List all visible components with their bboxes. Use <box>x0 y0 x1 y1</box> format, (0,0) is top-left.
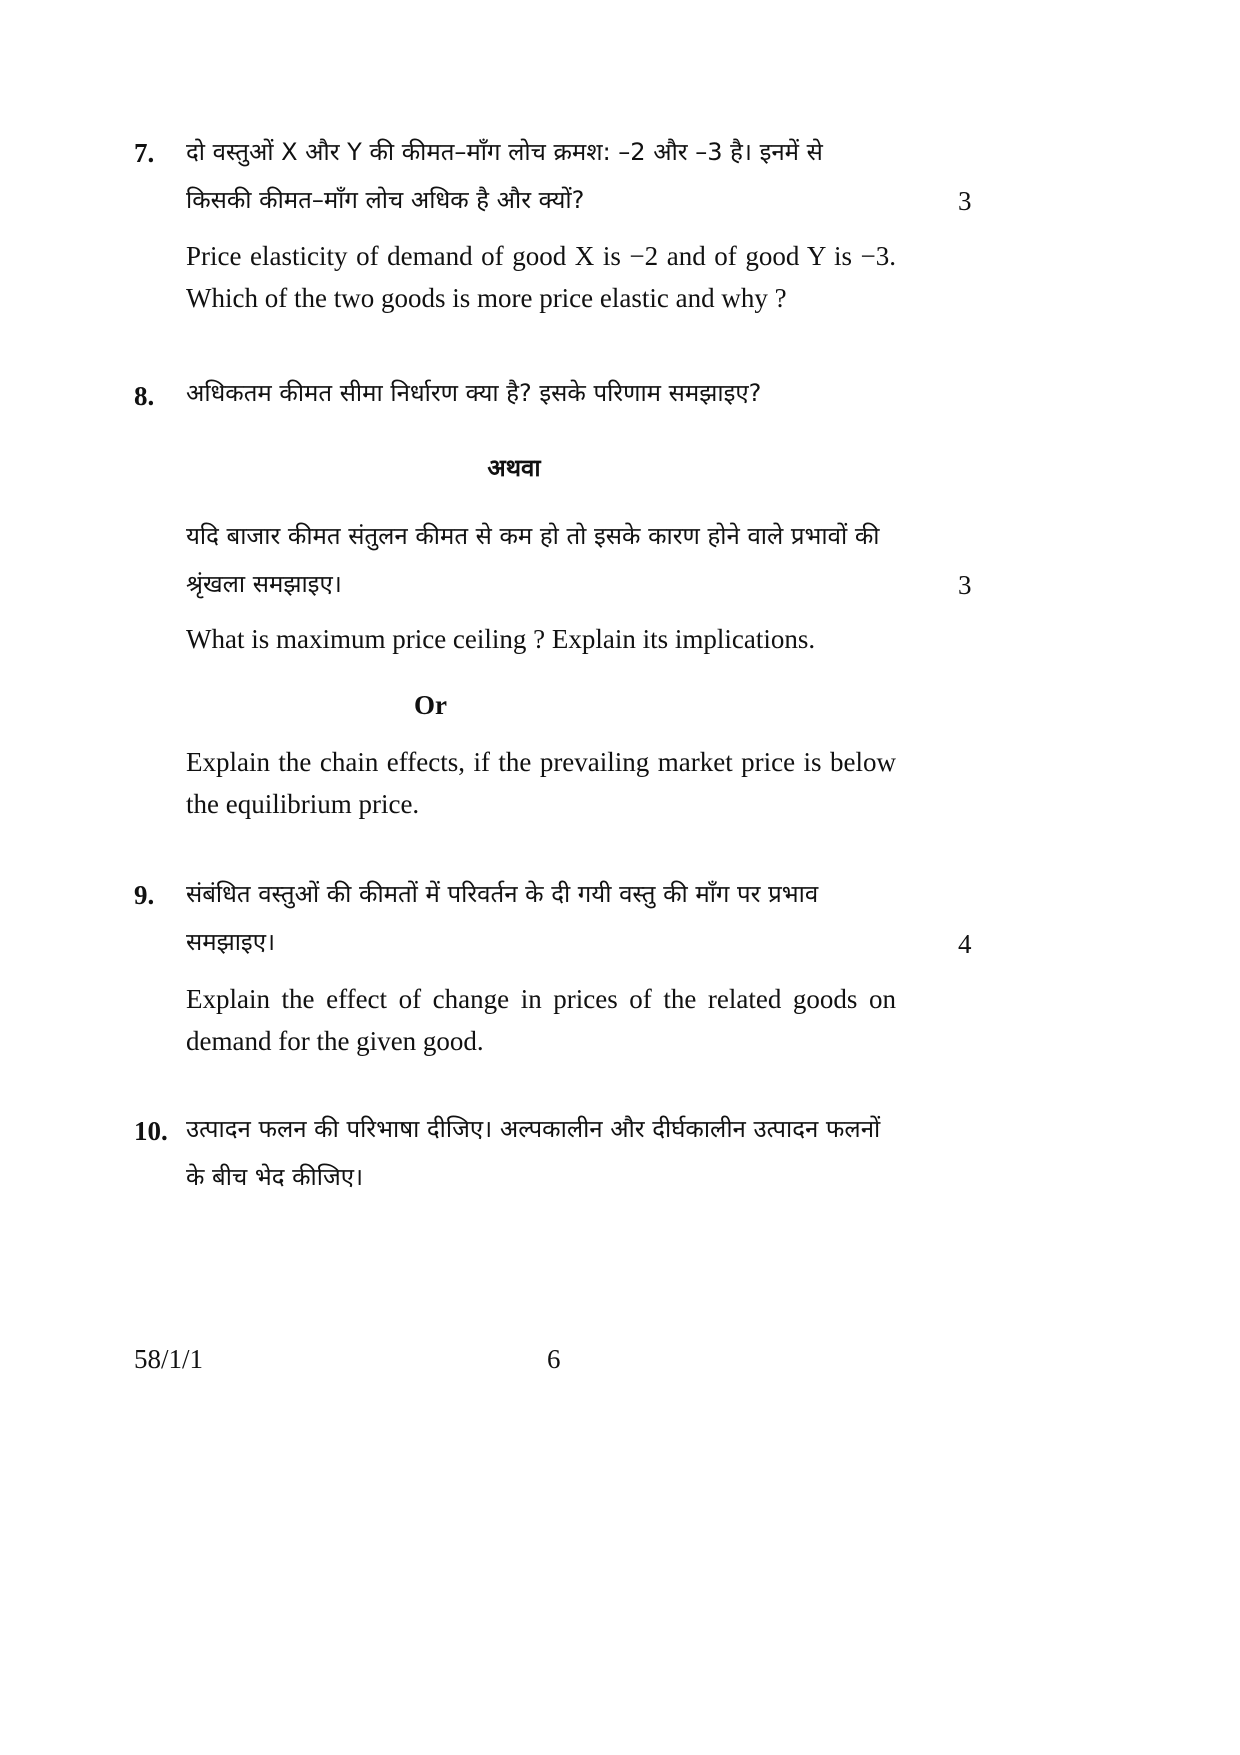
question-8-english: What is maximum price ceiling ? Explain its implications. <box>186 624 816 654</box>
question-8-marks: 3 <box>958 570 972 600</box>
question-9-english: Explain the effect of change in prices of the related goods on demand for the given good. <box>186 984 896 1056</box>
question-8-hindi-alt-line-1: यदि बाजार कीमत संतुलन कीमत से कम हो तो इसके कारण होने वाले प्रभावों की <box>186 522 880 550</box>
question-8-or-english: Or <box>414 690 447 720</box>
question-9-number: 9. <box>134 880 155 910</box>
question-7-hindi-line-1: दो वस्तुओं X और Y की कीमत–माँग लोच क्रमश: –2 और –3 है। इनमें से <box>186 138 823 166</box>
question-8-english-alt: Explain the chain effects, if the prevailing market price is below the equilibrium price. <box>186 747 896 819</box>
question-7-number: 7. <box>134 138 155 168</box>
question-7-marks: 3 <box>958 186 972 216</box>
question-9-marks: 4 <box>958 929 972 959</box>
question-10-hindi-line-2: के बीच भेद कीजिए। <box>186 1163 364 1191</box>
page-number: 6 <box>547 1344 561 1374</box>
question-8-number: 8. <box>134 381 155 411</box>
paper-code: 58/1/1 <box>134 1344 204 1374</box>
question-7-english: Price elasticity of demand of good X is −2 and of good Y is −3. Which of the two goods is more price elastic and why ? <box>186 241 896 313</box>
question-10-number: 10. <box>134 1116 168 1146</box>
question-10-hindi-line-1: उत्पादन फलन की परिभाषा दीजिए। अल्पकालीन और दीर्घकालीन उत्पादन फलनों <box>186 1115 881 1143</box>
question-9-hindi-line-1: संबंधित वस्तुओं की कीमतों में परिवर्तन के दी गयी वस्तु की माँग पर प्रभाव <box>186 880 819 908</box>
question-8-hindi: अधिकतम कीमत सीमा निर्धारण क्या है? इसके परिणाम समझाइए? <box>186 379 762 407</box>
question-7-hindi-line-2: किसकी कीमत–माँग लोच अधिक है और क्यों? <box>186 186 585 214</box>
question-9-hindi-line-2: समझाइए। <box>186 928 276 956</box>
question-8-hindi-alt-line-2: श्रृंखला समझाइए। <box>186 570 342 598</box>
question-8-or-hindi: अथवा <box>487 454 541 482</box>
